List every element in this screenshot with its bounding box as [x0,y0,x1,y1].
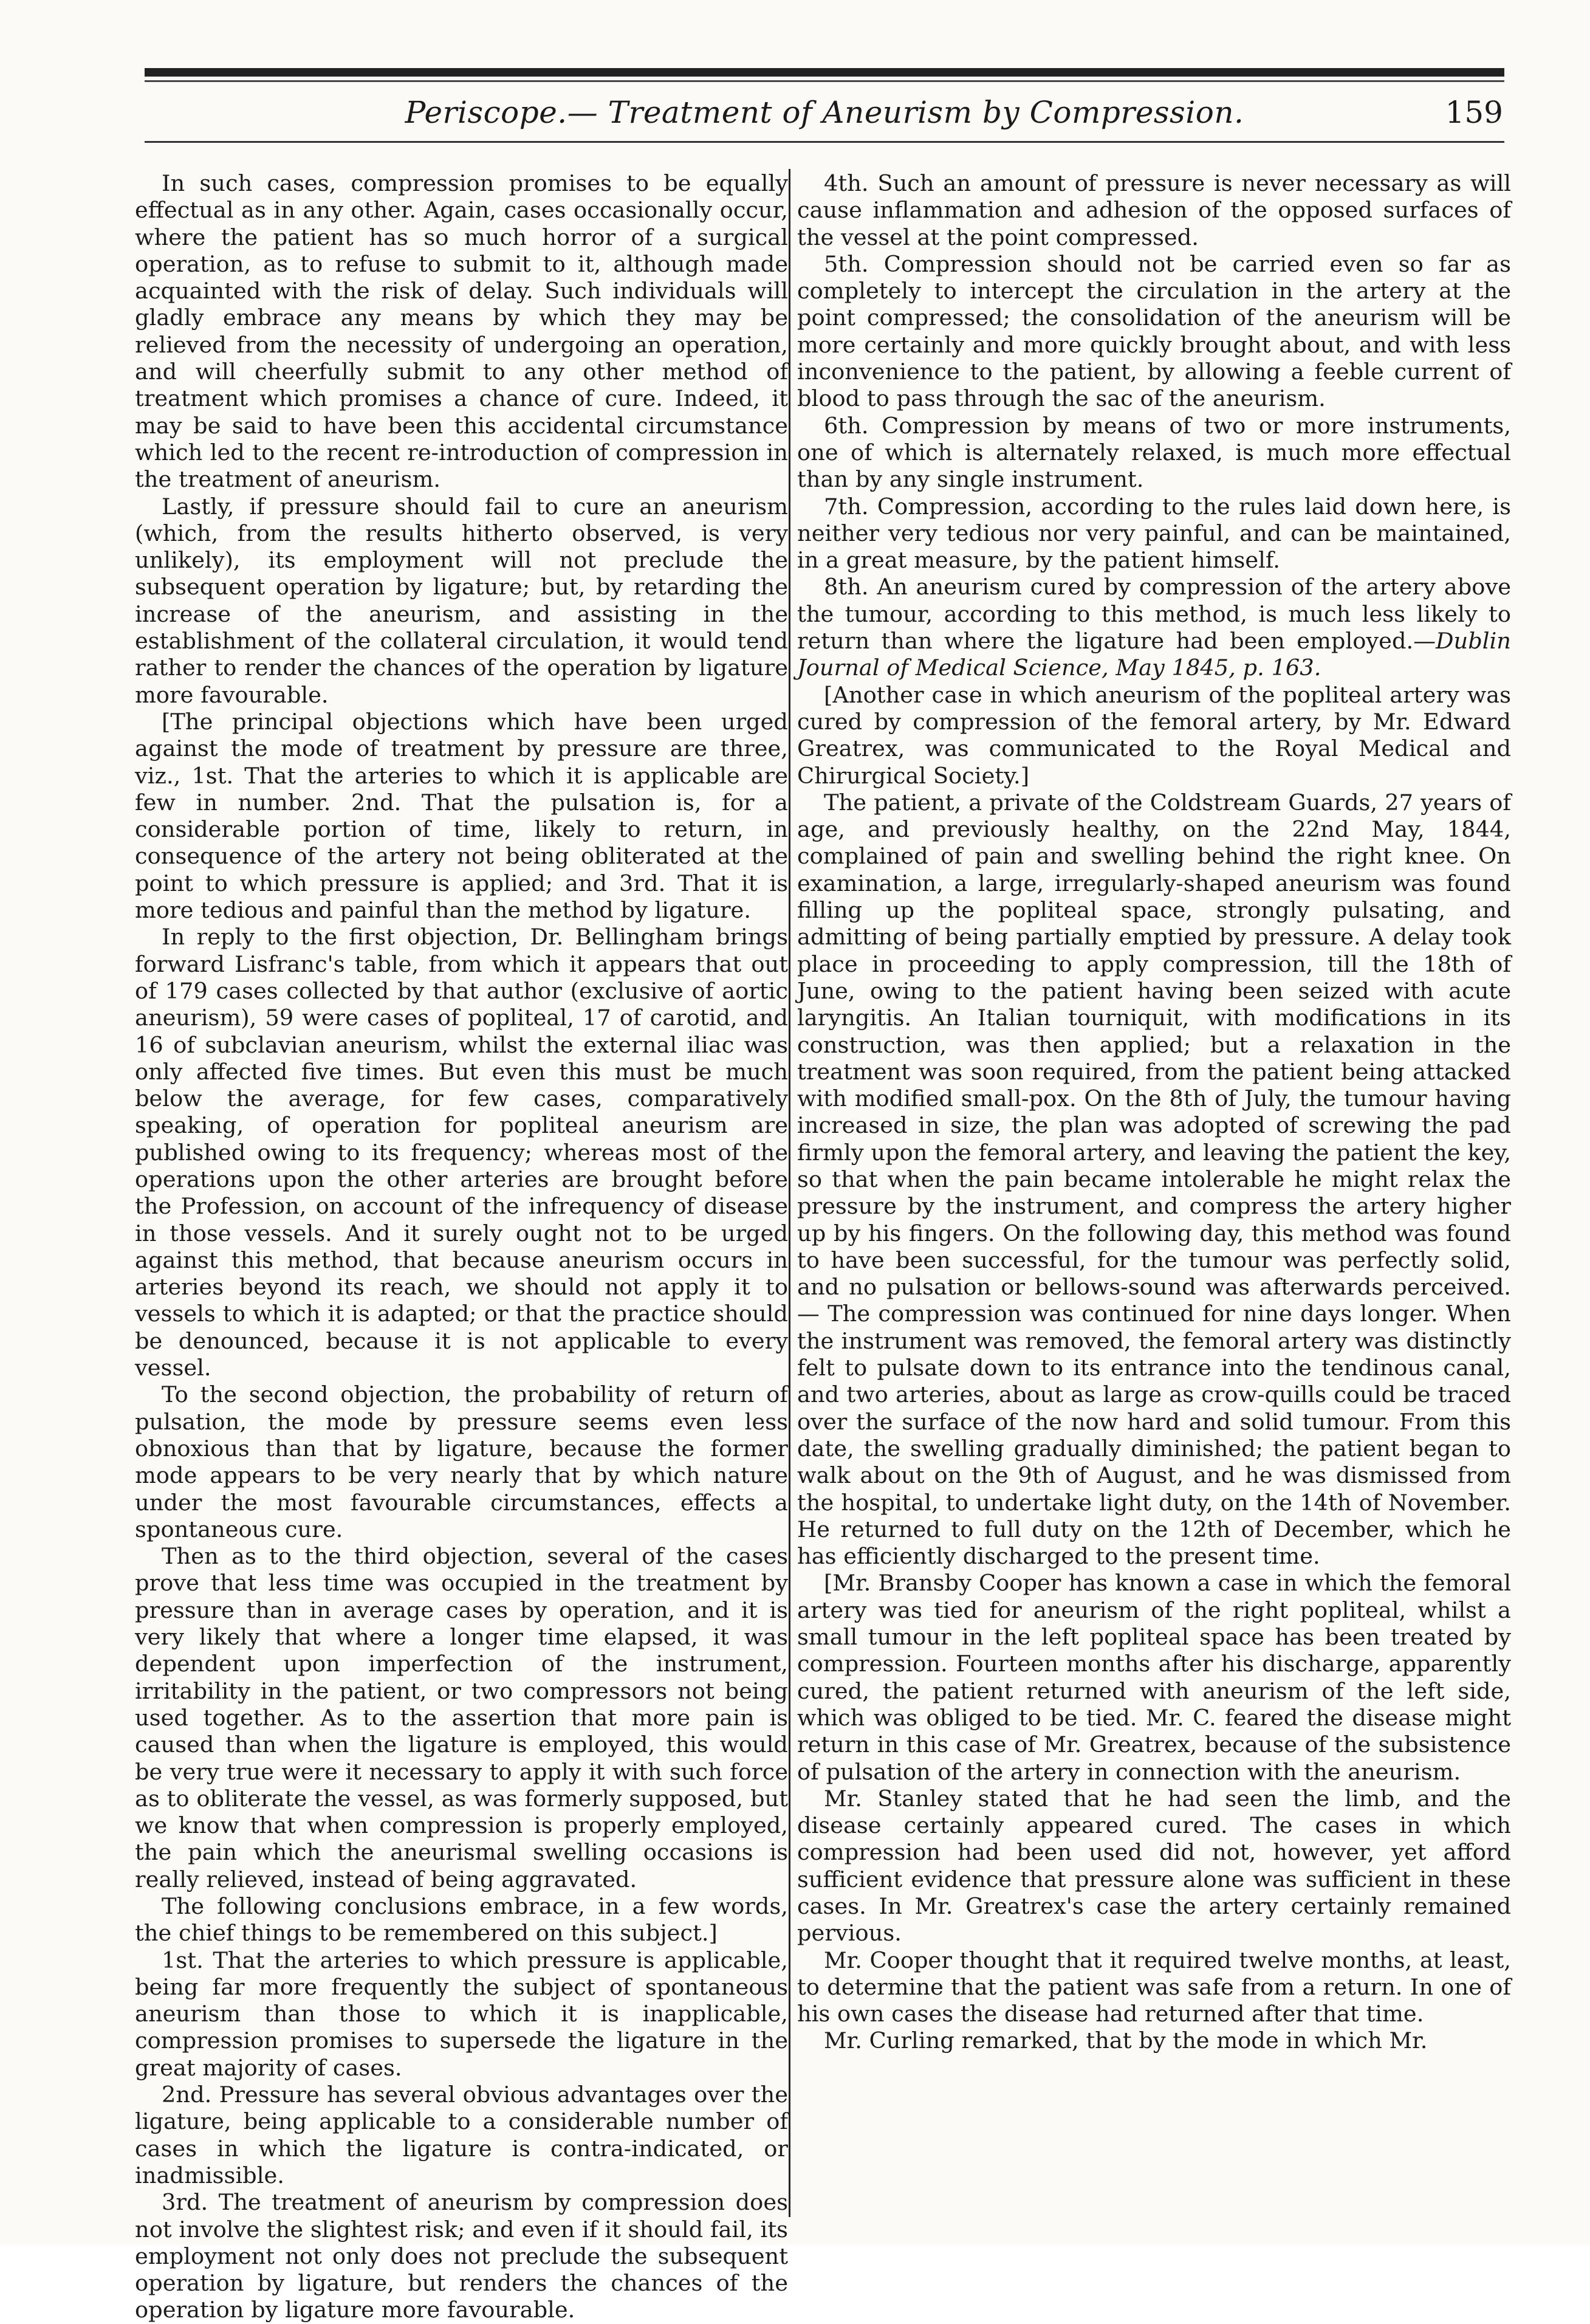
citation: —Dublin Journal of Medical Science, May 1845, p. 163. [797,628,1511,681]
header-rule [145,141,1504,143]
paragraph: In such cases, compression promises to be equally effectual as in any other. Again, cases occasionally occur, where the patient has so much horror of a surgical operation, as to refuse to submit to it, although made acquainted with the risk of delay. Such individuals will gladly embrace any means by which they may be relieved from the necessity of undergoing an operation, and will cheerfully submit to any other method of treatment which promises a chance of cure. Indeed, it may be said to have been this accidental circumstance which led to the recent re-introduction of compression in the treatment of aneurism. [135,170,788,493]
paragraph: The patient, a private of the Coldstream Guards, 27 years of age, and previously healthy, on the 22nd May, 1844, complained of pain and swelling behind the right knee. On examination, a large, irregularly-shaped aneurism was found filling up the popliteal space, strongly pulsating, and admitting of being partially emptied by pressure. A delay took place in proceeding to apply compression, till the 18th of June, owing to the patient having been seized with acute laryngitis. An Italian tourniquit, with modifications in its construction, was then applied; but a relaxation in the treatment was soon required, from the patient being attacked with modified small-pox. On the 8th of July, the tumour having increased in size, the plan was adopted of screwing the pad firmly upon the femoral artery, and leaving the patient the key, so that when the pain became intolerable he might relax the pressure by the instrument, and compress the artery higher up by his fingers. On the following day, this method was found to have been successful, for the tumour was perfectly solid, and no pulsation or bellows-sound was afterwards perceived.— The compression was continued for nine days longer. When the instrument was removed, the femoral artery was distinctly felt to pulsate down to its entrance into the tendinous canal, and two arteries, about as large as crow-quills could be traced over the surface of the now hard and solid tumour. From this date, the swelling gradually diminished; the patient began to walk about on the 9th of August, and he was dismissed from the hospital, to undertake light duty, on the 14th of November. He returned to full duty on the 12th of December, which he has efficiently discharged to the present time. [797,789,1511,1570]
paragraph: 5th. Compression should not be carried even so far as completely to intercept the circulation in the artery at the point compressed; the consolidation of the aneurism will be more certainly and more quickly brought about, and with less inconvenience to the patient, by allowing a feeble current of blood to pass through the sac of the aneurism. [797,250,1511,412]
paragraph: 2nd. Pressure has several obvious advantages over the ligature, being applicable to a considerable number of cases in which the ligature is contra-indicated, or inadmissible. [135,2082,788,2188]
paragraph: [The principal objections which have been urged against the mode of treatment by pressure are three, viz., 1st. That the arteries to which it is applicable are few in number. 2nd. That the pulsation is, for a considerable portion of time, likely to return, in consequence of the artery not being obliterated at the point to which pressure is applied; and 3rd. That it is more tedious and painful than the method by ligature. [135,708,788,924]
paragraph: 3rd. The treatment of aneurism by compression does not involve the slightest risk; and even if it should fail, its employment not only does not preclude the subsequent operation by ligature, but renders the chances of the operation by ligature more favourable. [135,2189,788,2323]
top-rule [145,68,1504,77]
top-rule-thin [145,80,1504,82]
paragraph: 1st. That the arteries to which pressure is applicable, being far more frequently the subject of spontaneous aneurism than those to which it is inapplicable, compression promises to supersede the ligature in the great majority of cases. [135,1947,788,2081]
paragraph: [Another case in which aneurism of the popliteal artery was cured by compression of the femoral artery, by Mr. Edward Greatrex, was communicated to the Royal Medical and Chirurgical Society.] [797,681,1511,789]
right-column [797,170,1511,2218]
paragraph: Mr. Cooper thought that it required twelve months, at least, to determine that the patient was safe from a return. In one of his own cases the disease had returned after that time. [797,1947,1511,2027]
page-number: 159 [1445,95,1503,130]
paragraph: The following conclusions embrace, in a few words, the chief things to be remembered on this subject.] [135,1893,788,1947]
paragraph: Lastly, if pressure should fail to cure an aneurism (which, from the results hitherto observed, is very unlikely), its employment will not preclude the subsequent operation by ligature; but, by retarding the increase of the aneurism, and assisting in the establishment of the collateral circulation, it would tend rather to render the chances of the operation by ligature more favourable. [135,493,788,708]
paragraph-with-citation [797,574,1511,681]
running-head: Periscope.— Treatment of Aneurism by Compression. [405,95,1244,130]
column-divider [789,169,790,2217]
paragraph: Mr. Stanley stated that he had seen the limb, and the disease certainly appeared cured. The cases in which compression had been used did not, however, yet afford sufficient evidence that pressure alone was sufficient in these cases. In Mr. Greatrex's case the artery certainly remained pervious. [797,1785,1511,1947]
paragraph: [Mr. Bransby Cooper has known a case in which the femoral artery was tied for aneurism of the right popliteal, whilst a small tumour in the left popliteal space has been treated by compression. Fourteen months after his discharge, apparently cured, the patient returned with aneurism of the left side, which was obliged to be tied. Mr. C. feared the disease might return in this case of Mr. Greatrex, because of the subsistence of pulsation of the artery in connection with the aneurism. [797,1570,1511,1785]
paragraph: Mr. Curling remarked, that by the mode in which Mr. [824,2027,1428,2054]
paragraph: 4th. Such an amount of pressure is never necessary as will cause inflammation and adhesion of the opposed surfaces of the vessel at the point compressed. [797,170,1511,250]
paragraph: To the second objection, the probability of return of pulsation, the mode by pressure seems even less obnoxious than that by ligature, because the former mode appears to be very nearly that by which nature under the most favourable circumstances, effects a spontaneous cure. [135,1381,788,1542]
paragraph: Then as to the third objection, several of the cases prove that less time was occupied in the treatment by pressure than in average cases by operation, and it is very likely that where a longer time elapsed, it was dependent upon imperfection of the instrument, irritability in the patient, or two compressors not being used together. As to the assertion that more pain is caused than when the ligature is employed, this would be very true were it necessary to apply it with such force as to obliterate the vessel, as was formerly supposed, but we know that when compression is properly employed, the pain which the aneurismal swelling occasions is really relieved, instead of being aggravated. [135,1543,788,1893]
paragraph: 7th. Compression, according to the rules laid down here, is neither very tedious nor very painful, and can be maintained, in a great measure, by the patient himself. [797,493,1511,574]
paragraph: 6th. Compression by means of two or more instruments, one of which is alternately relaxed, is much more effectual than by any single instrument. [797,412,1511,493]
page-header [145,91,1504,140]
paragraph: In reply to the first objection, Dr. Bellingham brings forward Lisfranc's table, from which it appears that out of 179 cases collected by that author (exclusive of aortic aneurism), 59 were cases of popliteal, 17 of carotid, and 16 of subclavian aneurism, whilst the external iliac was only affected five times. But even this must be much below the average, for few cases, comparatively speaking, of operation for popliteal aneurism are published owing to its frequency; whereas most of the operations upon the other arteries are brought before the Profession, on account of the infrequency of disease in those vessels. And it surely ought not to be urged against this method, that because aneurism occurs in arteries beyond its reach, we should not apply it to vessels to which it is adapted; or that the practice should be denounced, because it is not applicable to every vessel. [135,924,788,1381]
left-column [135,170,788,2323]
paragraph-text: 8th. An aneurism cured by compression of the artery above the tumour, according to this method, is much less likely to return than where the ligature had been employed. [797,574,1511,655]
